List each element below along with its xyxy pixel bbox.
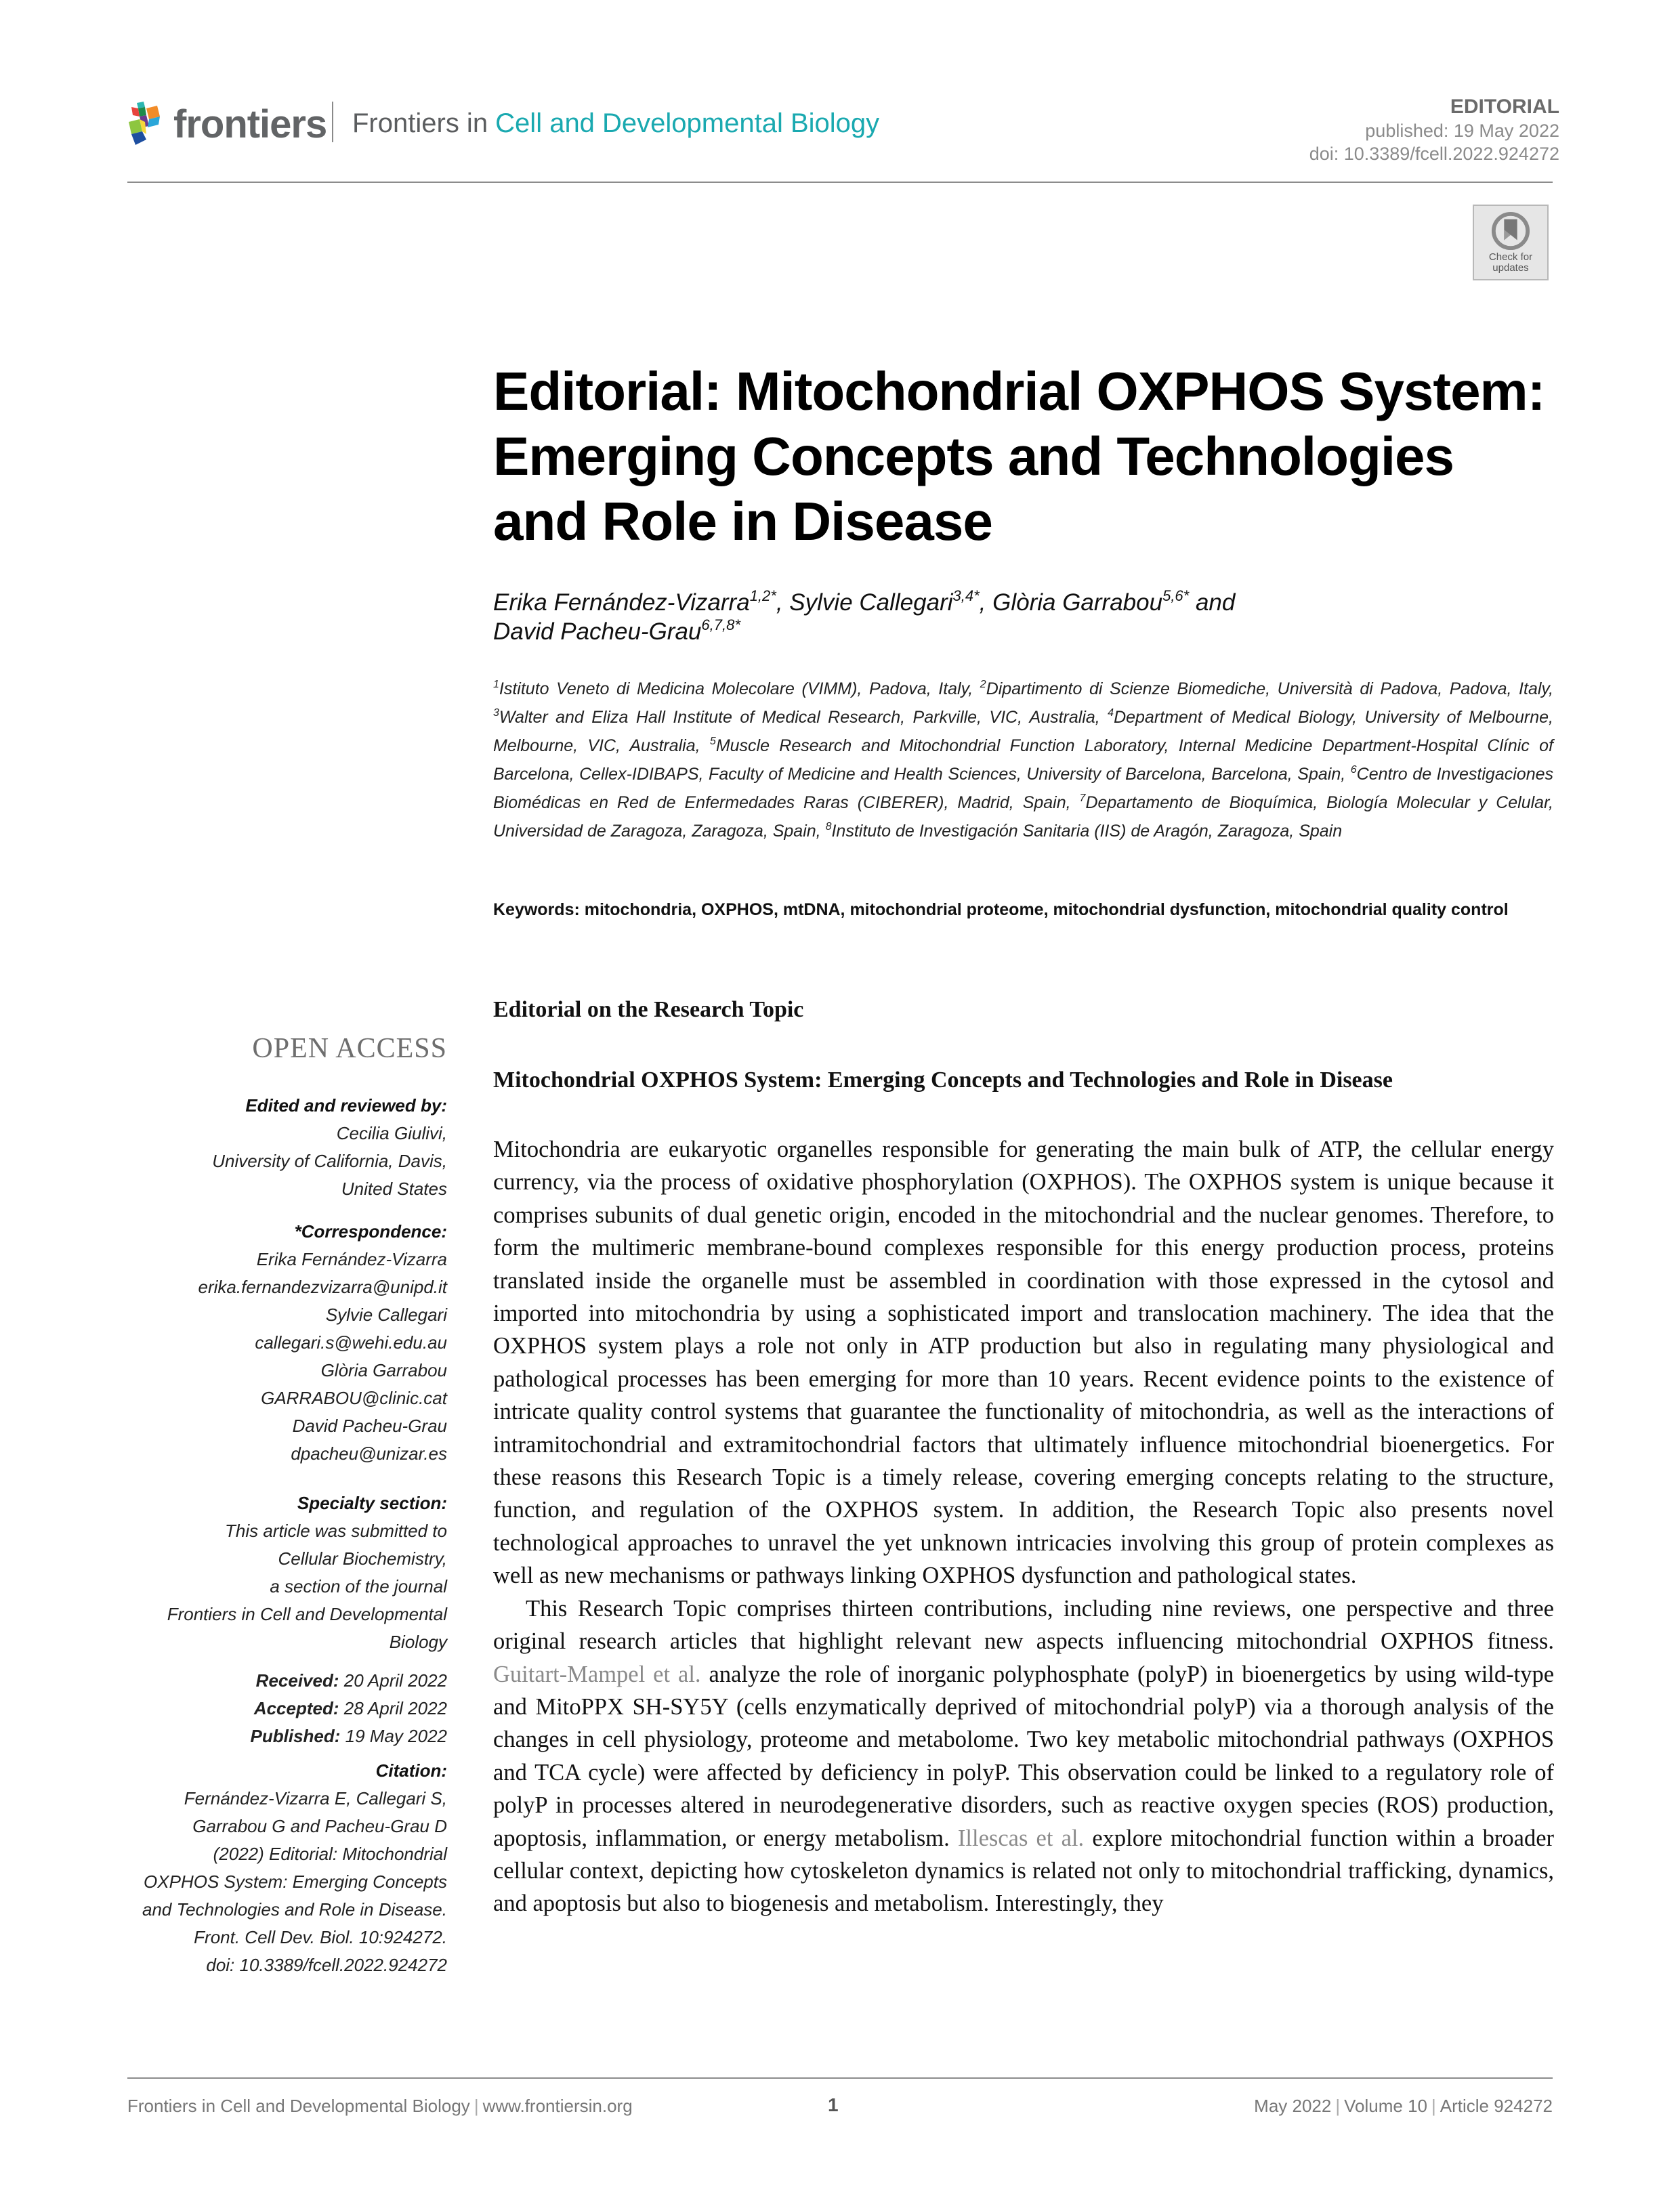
citation-line: OXPHOS System: Emerging Concepts (144, 1871, 447, 1892)
affiliation: Department of Medical Biology, University of Melbourne, Melbourne, VIC, Australia, (493, 708, 1553, 755)
author-list: Erika Fernández-Vizarra$^{1,2*}$, Sylvie Callegari$^{3,4*}$, Glòria Garrabou$^{5,6*}$ and David Pacheu-Grau$^{6,7,8*}$ (493, 587, 1236, 645)
specialty-line: This article was submitted to (224, 1521, 447, 1541)
check-updates-label: Check for updates (1488, 251, 1533, 274)
citation-line: Fernández-Vizarra E, Callegari S, (184, 1788, 447, 1808)
specialty-line: Biology (389, 1632, 447, 1652)
article-title: Editorial: Mitochondrial OXPHOS System: Emerging Concepts and Technologies and Role in Disease (493, 361, 1545, 551)
header-separator (332, 102, 333, 142)
open-access-label: OPEN ACCESS (252, 1033, 447, 1064)
journal-prefix: Frontiers in (352, 108, 496, 138)
affiliation: Instituto de Investigación Sanitaria (IIS) de Aragón, Zaragoza, Spain (831, 822, 1343, 841)
research-topic-label: Editorial on the Research Topic (493, 997, 804, 1022)
footer-journal-name: Frontiers in Cell and Developmental Biology (127, 2096, 470, 2116)
correspondent-email[interactable]: callegari.s@wehi.edu.au (255, 1332, 447, 1353)
logo-wordmark: frontiers (173, 102, 327, 146)
author-name[interactable]: David Pacheu-Grau (493, 618, 702, 645)
reference-link[interactable]: Guitart-Mampel et al. (493, 1661, 701, 1687)
frontiers-cube-icon (127, 102, 168, 146)
correspondent-name: Glòria Garrabou (320, 1360, 447, 1380)
citation-line: Garrabou G and Pacheu-Grau D (192, 1816, 447, 1836)
research-topic-title[interactable]: Mitochondrial OXPHOS System: Emerging Concepts and Technologies and Role in Disease (493, 1067, 1393, 1093)
check-for-updates-button[interactable] (1473, 205, 1549, 280)
page-number: 1 (828, 2094, 839, 2115)
specialty-line: Frontiers in Cell and Developmental (167, 1604, 447, 1624)
affiliations: $^1$Istituto Veneto di Medicina Molecolare (VIMM), Padova, Italy, $^2$Dipartimento di Scienze Biomediche, Università di Padova, Padova, Italy, $^3$Walter and Eliza Hall Institute of Medical Research, Parkville, VIC, Australia, $^4$Department of Medical Biology, University of Melbourne, Melbourne, VIC, Australia, $^5$Muscle Research and Mitochondrial Function Laboratory, Internal Medicine Department-Hospital Clínic of Barcelona, Cellex-IDIBAPS, Faculty of Medicine and Health Sciences, University of Barcelona, Barcelona, Spain, $^6$Centro de Investigaciones Biomédicas en Red de Enfermedades Raras (CIBERER), Madrid, Spain, $^7$Departamento de Bioquímica, Biología Molecular y Celular, Universidad de Zaragoza, Zaragoza, Spain, $^8$Instituto de Investigación Sanitaria (IIS) de Aragón, Zaragoza, Spain (493, 679, 1553, 841)
citation-heading: Citation: (375, 1760, 447, 1781)
footer-article: Article 924272 (1440, 2096, 1553, 2116)
specialty-heading: Specialty section: (297, 1493, 447, 1513)
journal-name[interactable] (352, 108, 879, 139)
citation-line: (2022) Editorial: Mitochondrial (213, 1844, 447, 1864)
frontiers-logo[interactable] (127, 100, 331, 148)
affiliation: Istituto Veneto di Medicina Molecolare (VIMM), Padova, Italy, (499, 679, 980, 698)
author-affil-sup: 3,4 (952, 587, 974, 604)
header-rule (127, 182, 1553, 183)
footer-date: May 2022 (1254, 2096, 1332, 2116)
received-date: Received: 20 April 2022 (255, 1670, 447, 1691)
corresponding-mark: * (770, 587, 776, 604)
correspondent-email[interactable]: GARRABOU@clinic.cat (261, 1388, 447, 1408)
correspondent-name: Sylvie Callegari (325, 1305, 447, 1325)
corresponding-mark: * (734, 616, 740, 633)
doi[interactable]: doi: 10.3389/fcell.2022.924272 (1309, 144, 1559, 164)
correspondent-email[interactable]: dpacheu@unizar.es (291, 1443, 447, 1464)
correspondence-heading: *Correspondence: (294, 1221, 447, 1242)
journal-accent: Cell and Developmental Biology (495, 108, 880, 138)
footer-journal: Frontiers in Cell and Developmental Biology | www.frontiersin.org (127, 2096, 633, 2116)
editor-line: University of California, Davis, (212, 1151, 447, 1171)
author-affil-sup: 5,6 (1162, 587, 1183, 604)
specialty-line: Cellular Biochemistry, (278, 1548, 447, 1569)
reference-link[interactable]: Illescas et al. (957, 1825, 1085, 1851)
citation-line: Front. Cell Dev. Biol. 10:924272. (194, 1927, 447, 1947)
sidebar (127, 1030, 447, 1979)
corresponding-mark: * (973, 587, 980, 604)
affiliation: Walter and Eliza Hall Institute of Medical Research, Parkville, VIC, Australia, (499, 708, 1108, 727)
article-body (493, 1133, 1554, 1920)
accepted-date: Accepted: 28 April 2022 (253, 1698, 447, 1718)
published-date-sidebar: Published: 19 May 2022 (250, 1726, 447, 1746)
published-date: published: 19 May 2022 (1365, 121, 1559, 141)
article-type: EDITORIAL (1450, 96, 1559, 118)
editor-line: United States (341, 1179, 447, 1199)
body-paragraph: This Research Topic comprises thirteen contributions, including nine reviews, one perspective and three original research articles that highlight relevant new aspects influencing mitochondrial OXPHOS fitness. Guitart-Mampel et al. analyze the role of inorganic polyphosphate (polyP) in bioenergetics by using wild-type and MitoPPX SH-SY5Y (cells enzymatically deprived of mitochondrial polyP) via a thorough analysis of the changes in cell physiology, proteome and metabolome. Two key metabolic mitochondrial pathways (OXPHOS and TCA cycle) were affected by deficiency in polyP. This observation could be linked to a regulatory role of polyP in processes altered in neurodegenerative disorders, such as reactive oxygen species (ROS) production, apoptosis, inflammation, or energy metabolism. Illescas et al. explore mitochondrial function within a broader cellular context, depicting how cytoskeleton dynamics is related not only to mitochondrial trafficking, dynamics, and apoptosis but also to biogenesis and metabolism. Interestingly, they (493, 1595, 1555, 1917)
correspondent-email[interactable]: erika.fernandezvizarra@unipd.it (198, 1277, 447, 1297)
affiliation: Muscle Research and Mitochondrial Function Laboratory, Internal Medicine Department-Hospital Clínic of Barcelona, Cellex-IDIBAPS, Faculty of Medicine and Health Sciences, University of Barcelona, Barcelona, Spain, (493, 736, 1553, 784)
author-name[interactable]: Sylvie Callegari (789, 589, 953, 616)
footer-rule (127, 2077, 1553, 2079)
correspondent-name: David Pacheu-Grau (292, 1416, 447, 1436)
body-paragraph: Mitochondria are eukaryotic organelles responsible for generating the main bulk of ATP, the cellular energy currency, via the process of oxidative phosphorylation (OXPHOS). The OXPHOS system is unique because it comprises subunits of dual genetic origin, encoded in the mitochondrial and the nuclear genomes. Therefore, to form the multimeric membrane-bound complexes responsible for this energy production process, proteins translated inside the organelle must be assembled in coordination with those expressed in the cytosol and imported into mitochondria by using a sophisticated import and translocation machinery. The idea that the OXPHOS system plays a role not only in ATP production but also in regulating many physiological and pathological processes has been emerging for more than 10 years. Recent evidence points to the existence of intricate quality control systems that guarantee the functionality of mitochondria, as well as the interactions of intramitochondrial and extramitochondrial factors that ultimately influence mitochondrial bioenergetics. For these reasons this Research Topic is a timely release, covering emerging concepts relating to the structure, function, and regulation of the OXPHOS system. In addition, the Research Topic also presents novel technological approaches to unravel the yet unknown intricacies involving this group of protein complexes as well as new mechanisms or pathways linking OXPHOS dysfunction and pathological states. (493, 1137, 1554, 1589)
affiliation: Centro de Investigaciones Biomédicas en Red de Enfermedades Raras (CIBERER), Madrid, Spain, (493, 765, 1553, 812)
footer-issue-info: May 2022 | Volume 10 | Article 924272 (1254, 2096, 1553, 2116)
article-meta (1309, 95, 1559, 165)
footer-volume: Volume 10 (1344, 2096, 1427, 2116)
author-affil-sup: 1,2 (749, 587, 771, 604)
correspondent-name: Erika Fernández-Vizarra (256, 1249, 447, 1269)
citation-doi[interactable]: doi: 10.3389/fcell.2022.924272 (206, 1955, 447, 1975)
keywords: Keywords: mitochondria, OXPHOS, mtDNA, mitochondrial proteome, mitochondrial dysfunction, mitochondrial quality control (493, 900, 1509, 919)
bookmark-ribbon-icon (1491, 211, 1530, 251)
affiliation: Departamento de Bioquímica, Biología Molecular y Celular, Universidad de Zaragoza, Zaragoza, Spain, (493, 793, 1553, 841)
author-affil-sup: 6,7,8 (701, 616, 735, 633)
affiliation: Dipartimento di Scienze Biomediche, Università di Padova, Padova, Italy, (986, 679, 1553, 698)
citation-line: and Technologies and Role in Disease. (142, 1899, 447, 1920)
editor-line: Cecilia Giulivi, (336, 1123, 447, 1143)
footer-website-link[interactable]: www.frontiersin.org (482, 2096, 633, 2116)
author-name[interactable]: Glòria Garrabou (992, 589, 1163, 616)
author-name[interactable]: Erika Fernández-Vizarra (493, 589, 750, 616)
edited-heading: Edited and reviewed by: (245, 1095, 447, 1116)
specialty-line: a section of the journal (270, 1576, 447, 1596)
corresponding-mark: * (1183, 587, 1190, 604)
